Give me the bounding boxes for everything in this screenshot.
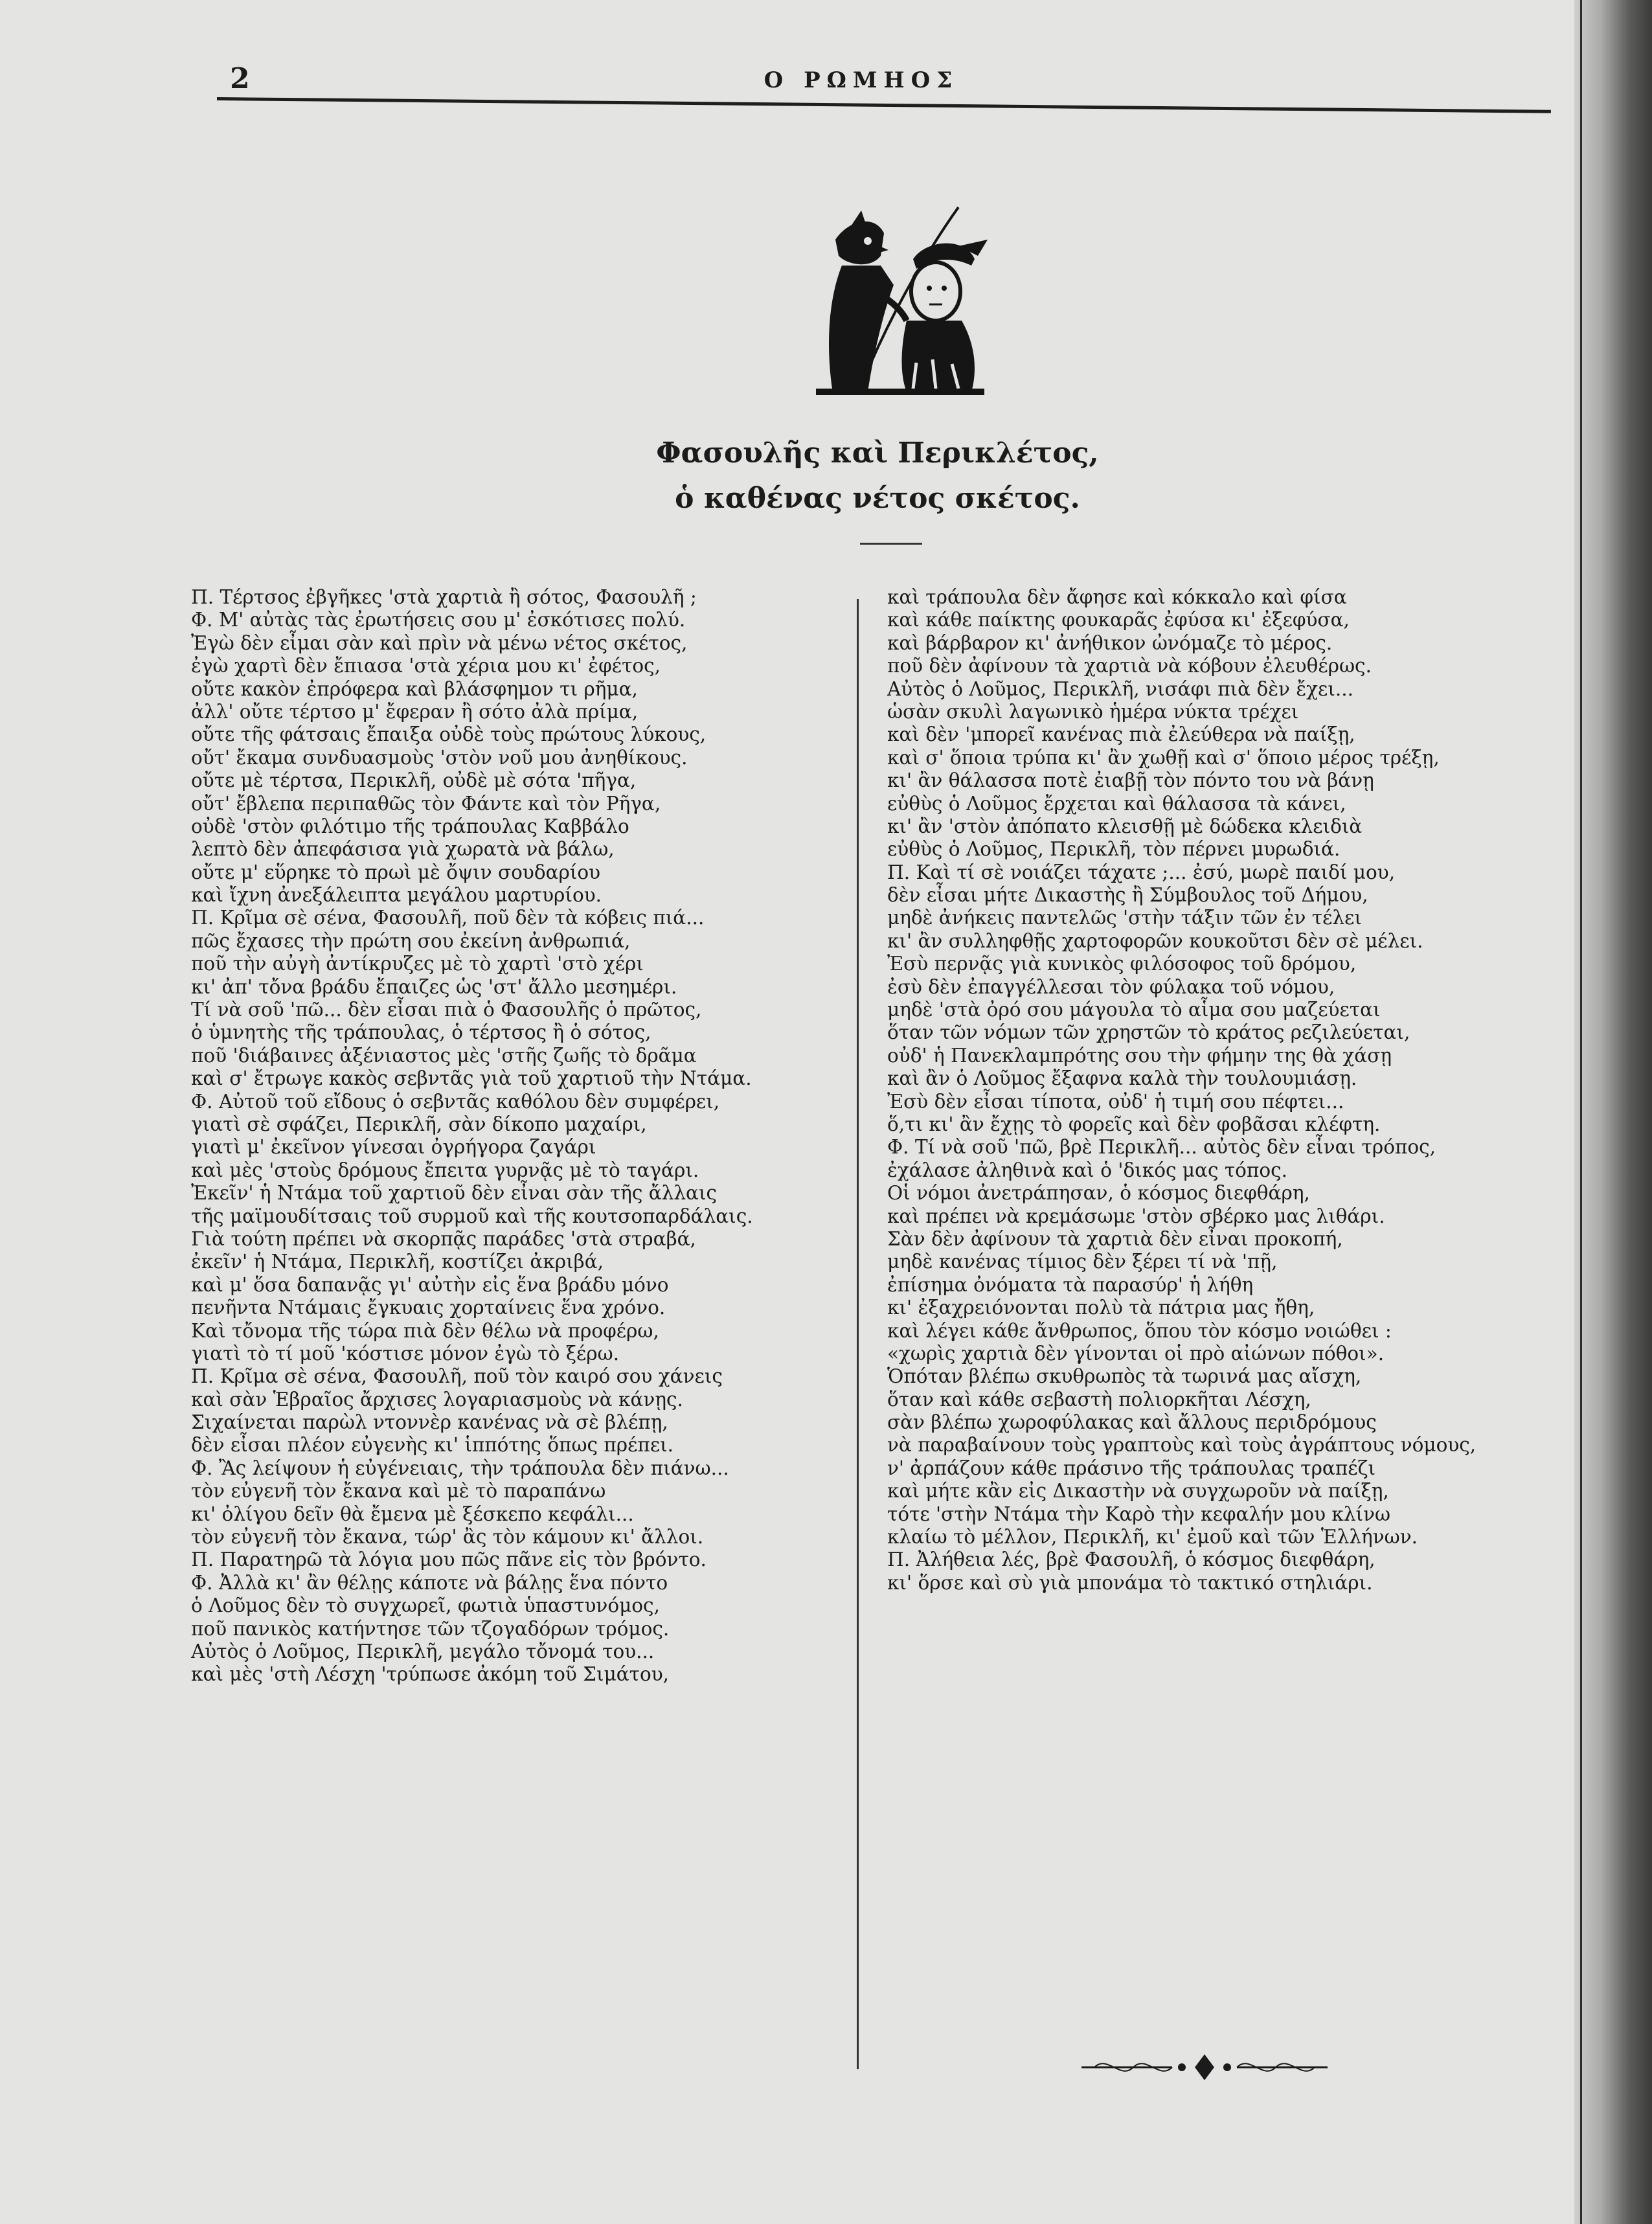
right-column-line: Οἱ νόμοι ἀνετράπησαν, ὁ κόσμος διεφθάρη,	[887, 1182, 1310, 1205]
page-number: 2	[230, 62, 250, 95]
left-column-line: οὔτ' ἔκαμα συνδυασμοὺς 'στὸν νοῦ μου ἀνηθίκους.	[191, 746, 688, 769]
right-column-line: καὶ πρέπει νὰ κρεμάσωμε 'στὸν σβέρκο μας λιθάρι.	[887, 1205, 1385, 1227]
left-column-line: Ἐκεῖν' ἡ Ντάμα τοῦ χαρτιοῦ δὲν εἶναι σὰν τῆς ἄλλαις	[191, 1182, 718, 1205]
column-divider	[857, 599, 859, 2069]
left-column-line: Π. Παρατηρῶ τὰ λόγια μου πῶς πᾶνε εἰς τὸν βρόντο.	[191, 1549, 707, 1571]
left-column-line: τὸν εὐγενῆ τὸν ἔκανα καὶ μὲ τὸ παραπάνω	[191, 1480, 606, 1503]
right-column-line: ὅταν καὶ κάθε σεβαστὴ πολιορκῆται Λέσχη,	[887, 1388, 1311, 1411]
right-column-line: Σὰν δὲν ἀφίνουν τὰ χαρτιὰ δὲν εἶναι προκοπή,	[887, 1227, 1343, 1250]
right-column-line: ποῦ δὲν ἀφίνουν τὰ χαρτιὰ νὰ κόβουν ἐλευθέρως.	[887, 655, 1372, 677]
left-column-line: ὁ Λοῦμος δὲν τὸ συγχωρεῖ, φωτιὰ ὑπαστυνόμος,	[191, 1594, 660, 1617]
left-column-line: καὶ μὲς 'στὴ Λέσχη 'τρύπωσε ἀκόμη τοῦ Σιμάτου,	[191, 1663, 670, 1686]
left-column-line: καὶ σ' ἔτρωγε κακὸς σεβντᾶς γιὰ τοῦ χαρτιοῦ τὴν Ντάμα.	[191, 1067, 752, 1090]
left-column-line: γιατὶ σὲ σφάζει, Περικλῆ, σὰν δίκοπο μαχαίρι,	[191, 1113, 647, 1135]
decorative-ornament-icon	[1075, 2048, 1334, 2087]
right-column-line: κι' ἐξαχρειόνονται πολὺ τὰ πάτρια μας ἤθη,	[887, 1297, 1315, 1319]
right-column-line: καὶ λέγει κάθε ἄνθρωπος, ὅπου τὸν κόσμο νοιώθει :	[887, 1319, 1392, 1342]
left-column-line: Ἐγὼ δὲν εἶμαι σὰν καὶ πρὶν νὰ μένω νέτος σκέτος,	[191, 631, 688, 654]
right-column-line: ἐχάλασε ἀληθινὰ καὶ ὁ 'δικός μας τόπος.	[887, 1159, 1287, 1181]
right-column-line: Π. Ἀλήθεια λές, βρὲ Φασουλῆ, ὁ κόσμος διεφθάρη,	[887, 1549, 1375, 1571]
left-column-line: Τί νὰ σοῦ 'πῶ... δὲν εἶσαι πιὰ ὁ Φασουλῆς ὁ πρῶτος,	[191, 999, 702, 1021]
left-column-line: λεπτὸ δὲν ἀπεφάσισα γιὰ χωρατὰ νὰ βάλω,	[191, 838, 615, 861]
article-title	[518, 431, 1237, 521]
right-column-line: σὰν βλέπω χωροφύλακας καὶ ἄλλους περιδρόμους	[887, 1411, 1377, 1434]
left-column-line: πῶς ἔχασες τὴν πρώτη σου ἐκείνη ἀνθρωπιά,	[191, 929, 631, 952]
right-column-line: ἐσὺ δὲν ἐπαγγέλλεσαι τὸν φύλακα τοῦ νόμου,	[887, 975, 1335, 998]
left-column-line: καὶ μ' ὅσα δαπανᾷς γι' αὐτὴν εἰς ἕνα βράδυ μόνο	[191, 1273, 669, 1296]
right-column-line: Ἐσὺ δὲν εἶσαι τίποτα, οὐδ' ἡ τιμή σου πέφτει...	[887, 1090, 1344, 1113]
left-column-line: Γιὰ τούτη πρέπει νὰ σκορπᾷς παράδες 'στὰ στραβά,	[191, 1227, 696, 1250]
right-column-line: καὶ βάρβαρον κι' ἀνήθικον ὠνόμαζε τὸ μέρος.	[887, 631, 1333, 654]
left-column-line: ἀλλ' οὔτε τέρτσο μ' ἔφεραν ἢ σότο ἀλὰ πρίμα,	[191, 700, 639, 723]
left-column-line: οὐδὲ 'στὸν φιλότιμο τῆς τράπουλας Καββάλο	[191, 815, 629, 837]
header-rule	[217, 97, 1551, 113]
left-column-line: καὶ σὰν Ἑβραῖος ἄρχισες λογαριασμοὺς νὰ κάνῃς.	[191, 1388, 683, 1411]
left-column-line: τὸν εὐγενῆ τὸν ἔκανα, τώρ' ἂς τὸν κάμουν κι' ἄλλοι.	[191, 1526, 704, 1549]
left-column-line: Φ. Ἀλλὰ κι' ἂν θέλῃς κάποτε νὰ βάλῃς ἕνα πόντο	[191, 1571, 668, 1594]
right-column-line: κι' ἂν συλληφθῇς χαρτοφορῶν κουκοῦτσι δὲν σὲ μέλει.	[887, 929, 1423, 952]
right-column-line: εὐθὺς ὁ Λοῦμος, Περικλῆ, τὸν πέρνει μυρωδιά.	[887, 838, 1341, 861]
left-column-line: Π. Τέρτσος ἐβγῆκες 'στὰ χαρτιὰ ἢ σότος, Φασουλῆ ;	[191, 586, 697, 608]
left-column-line: ὁ ὑμνητὴς τῆς τράπουλας, ὁ τέρτσος ἢ ὁ σότος,	[191, 1021, 651, 1044]
left-column-line: ποῦ τὴν αὐγὴ ἀντίκρυζες μὲ τὸ χαρτὶ 'στὸ χέρι	[191, 953, 644, 975]
left-column-line: Φ. Αὐτοῦ τοῦ εἴδους ὁ σεβντᾶς καθόλου δὲν συμφέρει,	[191, 1090, 720, 1113]
two-figures-cartoon-icon	[803, 194, 991, 408]
left-column-line: Π. Κρῖμα σὲ σένα, Φασουλῆ, ποῦ τὸν καιρό σου χάνεις	[191, 1365, 723, 1388]
right-column-line: καὶ ἂν ὁ Λοῦμος ἔξαφνα καλὰ τὴν τουλουμιάσῃ.	[887, 1067, 1357, 1090]
right-column-line: νὰ παραβαίνουν τοὺς γραπτοὺς καὶ τοὺς ἀγράπτους νόμους,	[887, 1434, 1477, 1457]
binding-edge	[1574, 0, 1652, 2224]
left-column-line: τῆς μαϊμουδίτσαις τοῦ συρμοῦ καὶ τῆς κουτσοπαρδάλαις.	[191, 1205, 753, 1227]
right-column-line: μηδὲ κανένας τίμιος δὲν ξέρει τί νὰ 'πῇ,	[887, 1251, 1278, 1273]
right-column-line: ὡσὰν σκυλὶ λαγωνικὸ ἡμέρα νύκτα τρέχει	[887, 700, 1299, 723]
left-column-line: γιατὶ τὸ τί μοῦ 'κόστισε μόνον ἐγὼ τὸ ξέρω.	[191, 1342, 620, 1365]
right-column-line: καὶ σ' ὅποια τρύπα κι' ἂν χωθῇ καὶ σ' ὅποιο μέρος τρέξῃ,	[887, 746, 1440, 769]
left-column-line: Π. Κρῖμα σὲ σένα, Φασουλῆ, ποῦ δὲν τὰ κόβεις πιά...	[191, 907, 705, 929]
right-column-line: ὅ,τι κι' ἂν ἔχῃς τὸ φορεῖς καὶ δὲν φοβᾶσαι κλέφτη.	[887, 1113, 1381, 1135]
right-column-line: καὶ τράπουλα δὲν ἄφησε καὶ κόκκαλο καὶ φίσα	[887, 586, 1347, 608]
left-column-line: Φ. Μ' αὐτὰς τὰς ἐρωτήσεις σου μ' ἐσκότισες πολύ.	[191, 609, 686, 631]
right-column-line: οὐδ' ἡ Πανεκλαμπρότης σου τὴν φήμην της θὰ χάσῃ	[887, 1044, 1392, 1067]
right-column-line: Ὁπόταν βλέπω σκυθρωπὸς τὰ τωρινά μας αἴσχη,	[887, 1365, 1362, 1388]
right-column-line: κι' ἂν 'στὸν ἀπόπατο κλεισθῇ μὲ δώδεκα κλειδιὰ	[887, 815, 1363, 837]
left-column-poem	[191, 586, 845, 1686]
right-column-line: μηδὲ ἀνήκεις παντελῶς 'στὴν τάξιν τῶν ἐν τέλει	[887, 907, 1362, 929]
right-column-line: ν' ἀρπάζουν κάθε πράσινο τῆς τράπουλας τραπέζι	[887, 1457, 1376, 1479]
left-column-line: ποῦ 'διάβαινες ἀξένιαστος μὲς 'στῆς ζωῆς τὸ δρᾶμα	[191, 1044, 697, 1067]
right-column-line: καὶ μήτε κἂν εἰς Δικαστὴν νὰ συγχωροῦν νὰ παίξῃ,	[887, 1480, 1389, 1503]
right-column-line: εὐθὺς ὁ Λοῦμος ἔρχεται καὶ θάλασσα τὰ κάνει,	[887, 792, 1346, 815]
running-head: Ο ΡΩΜΗΟΣ	[764, 67, 959, 93]
left-column-line: καὶ μὲς 'στοὺς δρόμους ἔπειτα γυρνᾷς μὲ τὸ ταγάρι.	[191, 1159, 699, 1181]
left-column-line: κι' ἀπ' τὄνα βράδυ ἔπαιζες ὡς 'στ' ἄλλο μεσημέρι.	[191, 975, 677, 998]
left-column-line: Σιχαίνεται παρὼλ ντοννὲρ κανένας νὰ σὲ βλέπῃ,	[191, 1411, 668, 1434]
right-column-line: «χωρὶς χαρτιὰ δὲν γίνονται οἱ πρὸ αἰώνων πόθοι».	[887, 1342, 1385, 1365]
left-column-line: Φ. Ἂς λείψουν ἡ εὐγένειαις, τὴν τράπουλα δὲν πιάνω...	[191, 1457, 729, 1479]
title-rule	[860, 543, 922, 545]
left-column-line: οὔτε μὲ τέρτσα, Περικλῆ, οὐδὲ μὲ σότα 'πῆγα,	[191, 769, 637, 792]
left-column-line: οὔτε μ' εὕρηκε τὸ πρωὶ μὲ ὄψιν σουδαρίου	[191, 861, 601, 883]
right-column-line: τότε 'στὴν Ντάμα τὴν Καρὸ τὴν κεφαλήν μου κλίνω	[887, 1503, 1391, 1525]
left-column-line: οὔτ' ἔβλεπα περιπαθῶς τὸν Φάντε καὶ τὸν Ρῆγα,	[191, 792, 661, 815]
left-column-line: ἐγὼ χαρτὶ δὲν ἔπιασα 'στὰ χέρια μου κι' ἐφέτος,	[191, 655, 661, 677]
right-column-line: κλαίω τὸ μέλλον, Περικλῆ, κι' ἐμοῦ καὶ τῶν Ἑλλήνων.	[887, 1526, 1418, 1549]
right-column-line: Π. Καὶ τί σὲ νοιάζει τάχατε ;... ἐσύ, μωρὲ παιδί μου,	[887, 861, 1396, 883]
right-column-poem	[887, 586, 1561, 1594]
right-column-line: κι' ἂν θάλασσα ποτὲ ἐιαβῇ τὸν πόντο του νὰ βάνῃ	[887, 769, 1374, 792]
left-column-line: Καὶ τὄνομα τῆς τώρα πιὰ δὲν θέλω νὰ προφέρω,	[191, 1319, 659, 1342]
right-column-line: μηδὲ 'στὰ ὀρό σου μάγουλα τὸ αἷμα σου μαζεύεται	[887, 999, 1381, 1021]
right-column-line: καὶ κάθε παίκτης φουκαρᾶς ἐφύσα κι' ἐξεφύσα,	[887, 609, 1350, 631]
right-column-line: ὅταν τῶν νόμων τῶν χρηστῶν τὸ κράτος ρεζιλεύεται,	[887, 1021, 1410, 1044]
left-column-line: γιατὶ μ' ἐκεῖνον γίνεσαι ὀγρήγορα ζαγάρι	[191, 1136, 596, 1159]
right-column-line: καὶ δὲν 'μπορεῖ κανένας πιὰ ἐλεύθερα νὰ παίξῃ,	[887, 723, 1355, 746]
right-column-line: Φ. Τί νὰ σοῦ 'πῶ, βρὲ Περικλῆ... αὐτὸς δὲν εἶναι τρόπος,	[887, 1136, 1436, 1159]
left-column-line: Αὐτὸς ὁ Λοῦμος, Περικλῆ, μεγάλο τὄνομά του...	[191, 1640, 655, 1662]
right-column-line: κι' ὅρσε καὶ σὺ γιὰ μπονάμα τὸ τακτικό στηλιάρι.	[887, 1571, 1373, 1594]
left-column-line: δὲν εἶσαι πλέον εὐγενὴς κι' ἱππότης ὅπως πρέπει.	[191, 1434, 674, 1457]
left-column-line: κι' ὀλίγου δεῖν θὰ ἔμενα μὲ ξέσκεπο κεφάλι...	[191, 1503, 634, 1525]
binding-fold-line	[1580, 0, 1582, 2224]
left-column-line: πενῆντα Ντάμαις ἔγκυαις χορταίνεις ἕνα χρόνο.	[191, 1297, 666, 1319]
article-title-line-1: Φασουλῆς καὶ Περικλέτος,	[656, 437, 1099, 470]
right-column-line: δὲν εἶσαι μήτε Δικαστὴς ἢ Σύμβουλος τοῦ Δήμου,	[887, 884, 1368, 907]
right-column-line: Ἐσὺ περνᾷς γιὰ κυνικὸς φιλόσοφος τοῦ δρόμου,	[887, 953, 1357, 975]
left-column-line: οὔτε τῆς φάτσαις ἔπαιξα οὐδὲ τοὺς πρώτους λύκους,	[191, 723, 707, 746]
left-column-line: καὶ ἴχνη ἀνεξάλειπτα μεγάλου μαρτυρίου.	[191, 884, 602, 907]
right-column-line: Αὐτὸς ὁ Λοῦμος, Περικλῆ, νισάφι πιὰ δὲν ἔχει...	[887, 677, 1354, 700]
left-column-line: ποῦ πανικὸς κατήντησε τῶν τζογαδόρων τρόμος.	[191, 1617, 670, 1640]
right-column-line: ἐπίσημα ὀνόματα τὰ παρασύρ' ἡ λήθη	[887, 1273, 1254, 1296]
article-title-line-2: ὁ καθένας νέτος σκέτος.	[675, 482, 1080, 515]
left-column-line: ἐκεῖν' ἡ Ντάμα, Περικλῆ, κοστίζει ἀκριβά,	[191, 1251, 604, 1273]
left-column-line: οὔτε κακὸν ἐπρόφερα καὶ βλάσφημον τι ρῆμα,	[191, 677, 638, 700]
